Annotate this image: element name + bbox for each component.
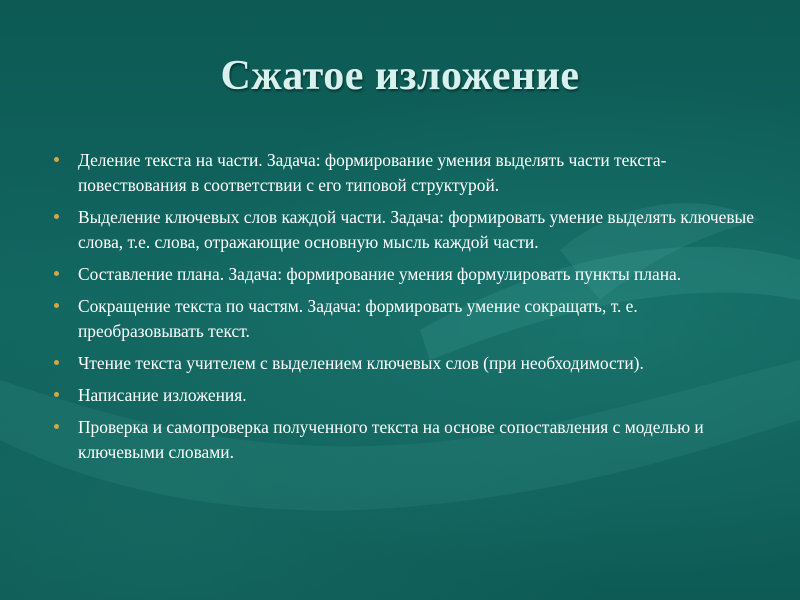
- bullet-dot-icon: [54, 303, 59, 308]
- bullet-item: [44, 383, 764, 408]
- bullet-text: Выделение ключевых слов каждой части. Задача: формировать умение выделять ключевые слова, т.е. слова, отражающие основную мысль каждой части.: [78, 207, 754, 252]
- bullet-dot-icon: [54, 271, 59, 276]
- bullet-text: Проверка и самопроверка полученного текста на основе сопоставления с моделью и ключевыми словами.: [78, 417, 704, 462]
- bullet-dot-icon: [54, 424, 59, 429]
- bullet-list: [44, 148, 764, 472]
- bullet-item: [44, 294, 764, 344]
- bullet-dot-icon: [54, 392, 59, 397]
- bullet-text: Составление плана. Задача: формирование умения формулировать пункты плана.: [78, 264, 682, 284]
- bullet-item: [44, 351, 764, 376]
- bullet-item: [44, 205, 764, 255]
- bullet-dot-icon: [54, 360, 59, 365]
- slide-title: Сжатое изложение: [220, 53, 580, 99]
- bullet-text: Сокращение текста по частям. Задача: формировать умение сокращать, т. е. преобразовывать текст.: [78, 296, 638, 341]
- bullet-text: Чтение текста учителем с выделением ключевых слов (при необходимости).: [78, 353, 644, 373]
- bullet-dot-icon: [54, 214, 59, 219]
- bullet-dot-icon: [54, 157, 59, 162]
- bullet-text: Деление текста на части. Задача: формирование умения выделять части текста-повествования в соответствии с его типовой структурой.: [78, 150, 667, 195]
- bullet-text: Написание изложения.: [78, 385, 247, 405]
- bullet-item: [44, 415, 764, 465]
- bullet-item: [44, 262, 764, 287]
- bullet-item: [44, 148, 764, 198]
